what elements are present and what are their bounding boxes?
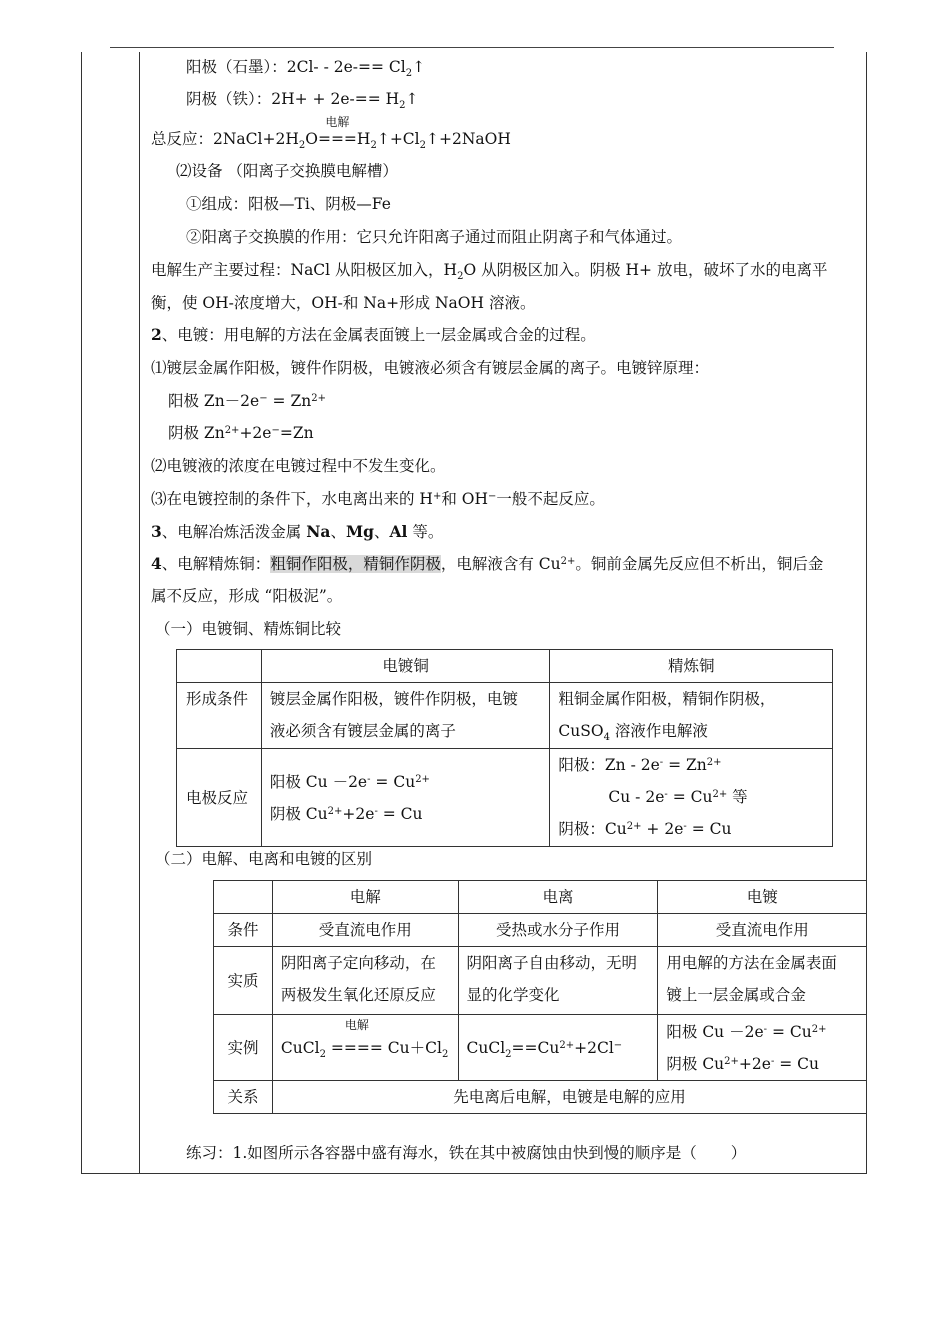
cathode-equation: 阴极（铁）：$2H+ + 2e-== H_2↑$	[186, 90, 419, 111]
row-label: 实质	[214, 947, 273, 1015]
plating-point-2: ⑵电镀液的浓度在电镀过程中不发生变化。	[151, 457, 446, 475]
table-row	[214, 914, 867, 947]
process-line-1: 电解生产主要过程：NaCl 从阳极区加入，$H_2O$ 从阴极区加入。阴极 H+ 放电，破坏了水的电离平	[151, 261, 828, 282]
row-label: 形成条件	[177, 683, 262, 749]
row-label: 条件	[214, 914, 273, 947]
table-cell: 阳极 $Cu -2e^- = Cu^{2+}$ 阴极 $Cu^{2+}+2e^- = Cu$	[261, 749, 550, 847]
table-header: 精炼铜	[550, 650, 833, 683]
table-cell: 阴阳离子定向移动，在 两极发生氧化还原反应	[272, 947, 458, 1015]
table-row	[177, 749, 833, 847]
table-cell: 用电解的方法在金属表面 镀上一层金属或合金	[658, 947, 867, 1015]
comparison-table-1	[176, 649, 833, 847]
membrane-line: ②阳离子交换膜的作用：它只允许阳离子通过而阻止阴离子和气体通过。	[186, 228, 683, 246]
table-header: 电镀	[658, 881, 867, 914]
header-rule	[110, 47, 834, 48]
table-row	[214, 881, 867, 914]
table-cell: CuCl$_2$ 电解 ==== $Cu+Cl_2$	[272, 1015, 458, 1081]
table-header: 电镀铜	[261, 650, 550, 683]
side-column-divider	[139, 52, 140, 1174]
table-row	[214, 1081, 867, 1114]
plating-heading: 2、电镀：用电解的方法在金属表面镀上一层金属或合金的过程。	[151, 325, 596, 344]
table-cell: 受直流电作用	[272, 914, 458, 947]
table-cell: 受热或水分子作用	[458, 914, 658, 947]
row-label: 实例	[214, 1015, 273, 1081]
total-reaction: 总反应：$2NaCl+2H_2O$ 电解 $===H_2↑+Cl_2↑+2NaOH$	[151, 115, 511, 151]
zinc-cathode-equation: 阴极 $Zn^{2+}+2e^-=Zn$	[168, 424, 314, 442]
section-2-title: （二）电解、电离和电镀的区别	[155, 850, 373, 868]
table-row	[177, 683, 833, 749]
table-header: 电解	[272, 881, 458, 914]
process-line-2: 衡，使 OH-浓度增大，OH-和 Na+形成 NaOH 溶液。	[151, 294, 536, 312]
table-row	[214, 947, 867, 1015]
smelting-heading: 3、电解冶炼活泼金属 Na、Mg、Al 等。	[151, 522, 444, 541]
table-cell: 阳极 $Cu -2e^- = Cu^{2+}$ 阴极 $Cu^{2+}+2e^- = Cu$	[658, 1015, 867, 1081]
row-label: 关系	[214, 1081, 273, 1114]
composition-line: ①组成：阳极—Ti、阴极—Fe	[186, 195, 391, 213]
table-cell: $CuCl_2==Cu^{2+}+2Cl^-$	[458, 1015, 658, 1081]
table-row	[177, 650, 833, 683]
zinc-anode-equation: 阳极 $Zn-2e^- = Zn^{2+}$	[168, 392, 326, 410]
table-cell: 受直流电作用	[658, 914, 867, 947]
anode-equation: 阳极（石墨）：$2Cl- - 2e-== Cl_2↑$	[186, 58, 426, 79]
table-header: 电离	[458, 881, 658, 914]
row-label: 电极反应	[177, 749, 262, 847]
table-cell: 阴阳离子自由移动，无明 显的化学变化	[458, 947, 658, 1015]
table-cell	[214, 881, 273, 914]
table-cell	[177, 650, 262, 683]
refining-heading: 4、电解精炼铜：粗铜作阳极，精铜作阴极，电解液含有 $Cu^{2+}$。铜前金属先反应但不析出，铜后金	[151, 554, 824, 573]
table-cell: 镀层金属作阳极，镀件作阴极，电镀 液必须含有镀层金属的离子	[261, 683, 550, 749]
highlighted-text: 粗铜作阳极，精铜作阴极	[270, 555, 441, 573]
table-cell: 阳极：$Zn - 2e^- = Zn^{2+}$ $Cu - 2e^- = Cu^{2+}$ 等 阴极：$Cu^{2+} + 2e^- = Cu$	[550, 749, 833, 847]
table-cell: 粗铜金属作阳极，精铜作阴极， CuSO$_4$ 溶液作电解液	[550, 683, 833, 749]
plating-point-3: ⑶在电镀控制的条件下，水电离出来的 H+和 OH−一般不起反应。	[151, 490, 605, 508]
plating-point-1: ⑴镀层金属作阳极，镀件作阴极，电镀液必须含有镀层金属的离子。电镀锌原理：	[151, 359, 710, 377]
equipment-heading: ⑵设备 （阳离子交换膜电解槽）	[176, 162, 398, 180]
refining-line-2: 属不反应，形成 “阳极泥”。	[151, 587, 343, 605]
table-cell: 先电离后电解，电镀是电解的应用	[272, 1081, 866, 1114]
comparison-table-2	[213, 880, 867, 1114]
section-1-title: （一）电镀铜、精炼铜比较	[155, 620, 342, 638]
exercise-line: 练习：1.如图所示各容器中盛有海水，铁在其中被腐蚀由快到慢的顺序是（ ）	[186, 1144, 747, 1162]
table-row	[214, 1015, 867, 1081]
